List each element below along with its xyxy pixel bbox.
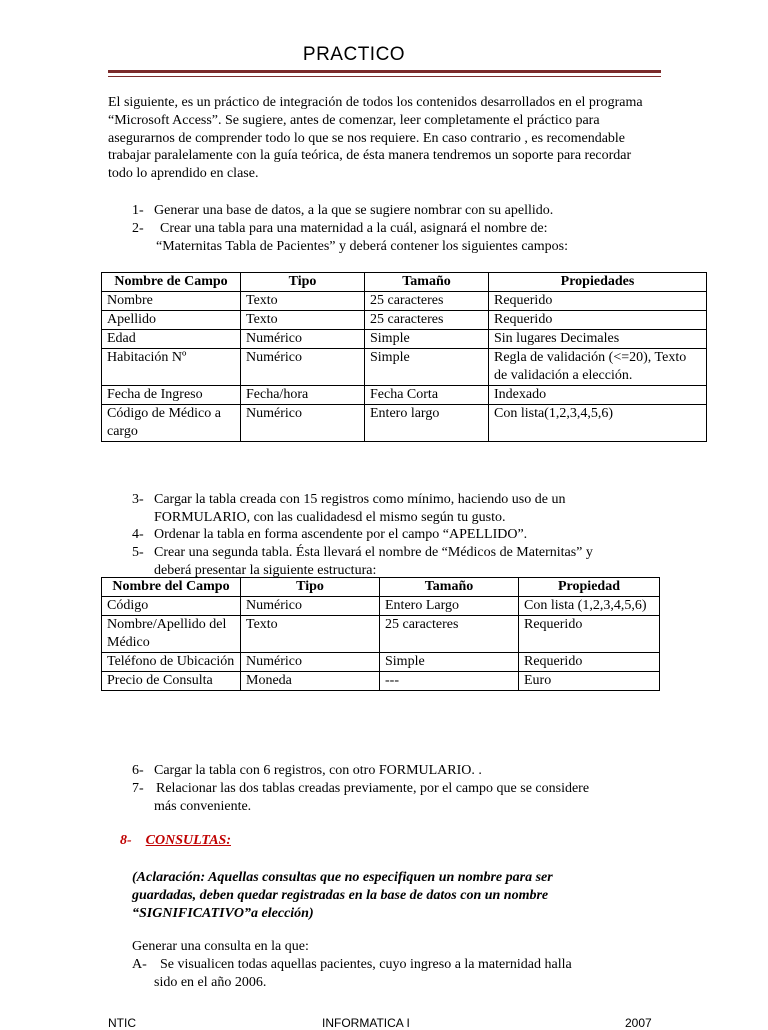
title-rule-thick bbox=[108, 70, 661, 73]
footer-center: INFORMATICA I bbox=[322, 1016, 410, 1030]
step-text: deberá presentar la siguiente estructura: bbox=[154, 562, 377, 578]
table-cell: Texto bbox=[241, 311, 365, 330]
column-header: Nombre de Campo bbox=[102, 273, 241, 292]
table-cell: Entero largo bbox=[365, 405, 489, 442]
table-row bbox=[102, 672, 660, 691]
column-header: Tamaño bbox=[380, 578, 519, 597]
step-number: 2- bbox=[132, 221, 144, 236]
table-cell: Simple bbox=[380, 653, 519, 672]
generar-consulta-text: Generar una consulta en la que: bbox=[132, 939, 309, 954]
step-text: FORMULARIO, con las cualidadesd el mismo según tu gusto. bbox=[154, 509, 506, 525]
consultas-heading bbox=[120, 833, 231, 849]
step-text: Cargar la tabla creada con 15 registros como mínimo, haciendo uso de un bbox=[154, 492, 566, 507]
table-cell: Con lista(1,2,3,4,5,6) bbox=[489, 405, 707, 442]
table-cell: Fecha Corta bbox=[365, 386, 489, 405]
step-number: 4- bbox=[132, 527, 144, 542]
column-header: Nombre del Campo bbox=[102, 578, 241, 597]
table-cell: Texto bbox=[241, 616, 380, 653]
table-cell: Numérico bbox=[241, 405, 365, 442]
table-cell: 25 caracteres bbox=[365, 311, 489, 330]
medicos-table bbox=[101, 577, 660, 691]
table-cell: 25 caracteres bbox=[365, 292, 489, 311]
table-row bbox=[102, 653, 660, 672]
table-cell: Numérico bbox=[241, 653, 380, 672]
aclaracion-note: (Aclaración: Aquellas consultas que no especifiquen un nombre para ser guardadas, deben quedar registradas en la base de datos con un nombre “SIGNIFICATIVO”a elección) bbox=[132, 870, 553, 921]
step-number: 8- bbox=[120, 833, 132, 848]
table-cell: Regla de validación (<=20), Texto de validación a elección. bbox=[489, 349, 707, 386]
table-cell: Entero Largo bbox=[380, 597, 519, 616]
column-header: Propiedad bbox=[519, 578, 660, 597]
table-cell: Euro bbox=[519, 672, 660, 691]
title-rule-thin bbox=[108, 76, 661, 77]
pacientes-table bbox=[101, 272, 707, 442]
step-number: 1- bbox=[132, 203, 144, 218]
table-cell: Fecha/hora bbox=[241, 386, 365, 405]
table-cell: Texto bbox=[241, 292, 365, 311]
step-text: más conveniente. bbox=[154, 798, 252, 814]
table-cell: Con lista (1,2,3,4,5,6) bbox=[519, 597, 660, 616]
table-row bbox=[102, 386, 707, 405]
table-cell: Edad bbox=[102, 330, 241, 349]
table-cell: Sin lugares Decimales bbox=[489, 330, 707, 349]
table-row bbox=[102, 292, 707, 311]
intro-paragraph: El siguiente, es un práctico de integración de todos los contenidos desarrollados en el programa “Microsoft Access”. Se sugiere, antes de comenzar, leer completamente el práctico para asegurarnos de comprender todo lo que se nos requiere. En caso contrario , es recomendable trabajar paralelamente con la guía teórica, de ésta manera tendremos un soporte para recordar todo lo aprendido en clase. bbox=[108, 95, 643, 182]
consulta-text: sido en el año 2006. bbox=[154, 975, 267, 990]
table-cell: Simple bbox=[365, 349, 489, 386]
table-header-row bbox=[102, 273, 707, 292]
table-row bbox=[102, 405, 707, 442]
footer-right: 2007 bbox=[625, 1016, 652, 1030]
step-text: “Maternitas Tabla de Pacientes” y deberá contener los siguientes campos: bbox=[156, 238, 569, 254]
step-text: Crear una tabla para una maternidad a la cuál, asignará el nombre de: bbox=[160, 221, 548, 236]
table-cell: Requerido bbox=[489, 311, 707, 330]
table-cell: Requerido bbox=[519, 653, 660, 672]
table-row bbox=[102, 349, 707, 386]
table-cell: Moneda bbox=[241, 672, 380, 691]
table-cell: Código de Médico a cargo bbox=[102, 405, 241, 442]
item-letter: A- bbox=[132, 957, 147, 972]
consultas-label: CONSULTAS: bbox=[145, 833, 231, 848]
table-row bbox=[102, 330, 707, 349]
column-header: Tamaño bbox=[365, 273, 489, 292]
step-text: Ordenar la tabla en forma ascendente por el campo “APELLIDO”. bbox=[154, 527, 528, 542]
table-cell: Nombre/Apellido del Médico bbox=[102, 616, 241, 653]
step-text: Relacionar las dos tablas creadas previamente, por el campo que se considere bbox=[156, 781, 590, 796]
table-cell: Requerido bbox=[519, 616, 660, 653]
table-row bbox=[102, 616, 660, 653]
table-header-row bbox=[102, 578, 660, 597]
column-header: Tipo bbox=[241, 578, 380, 597]
step-number: 3- bbox=[132, 492, 144, 507]
footer-left: NTIC bbox=[108, 1016, 136, 1030]
step-text: Cargar la tabla con 6 registros, con otro FORMULARIO. . bbox=[154, 763, 482, 778]
table-cell: 25 caracteres bbox=[380, 616, 519, 653]
column-header: Tipo bbox=[241, 273, 365, 292]
step-number: 5- bbox=[132, 545, 144, 560]
step-text: Generar una base de datos, a la que se sugiere nombrar con su apellido. bbox=[154, 203, 554, 218]
consulta-text: Se visualicen todas aquellas pacientes, cuyo ingreso a la maternidad halla bbox=[160, 957, 572, 972]
table-cell: Código bbox=[102, 597, 241, 616]
table-cell: Numérico bbox=[241, 597, 380, 616]
table-row bbox=[102, 311, 707, 330]
table-cell: Numérico bbox=[241, 330, 365, 349]
table-cell: Simple bbox=[365, 330, 489, 349]
table-cell: Precio de Consulta bbox=[102, 672, 241, 691]
step-text: Crear una segunda tabla. Ésta llevará el nombre de “Médicos de Maternitas” y bbox=[154, 545, 593, 560]
table-cell: Indexado bbox=[489, 386, 707, 405]
table-cell: Habitación Nº bbox=[102, 349, 241, 386]
page-title: PRACTICO bbox=[302, 44, 406, 65]
step-number: 7- bbox=[132, 781, 144, 796]
table-cell: Teléfono de Ubicación bbox=[102, 653, 241, 672]
table-row bbox=[102, 597, 660, 616]
column-header: Propiedades bbox=[489, 273, 707, 292]
table-cell: Fecha de Ingreso bbox=[102, 386, 241, 405]
table-cell: Requerido bbox=[489, 292, 707, 311]
step-number: 6- bbox=[132, 763, 144, 778]
table-cell: Apellido bbox=[102, 311, 241, 330]
table-cell: --- bbox=[380, 672, 519, 691]
table-cell: Nombre bbox=[102, 292, 241, 311]
table-cell: Numérico bbox=[241, 349, 365, 386]
